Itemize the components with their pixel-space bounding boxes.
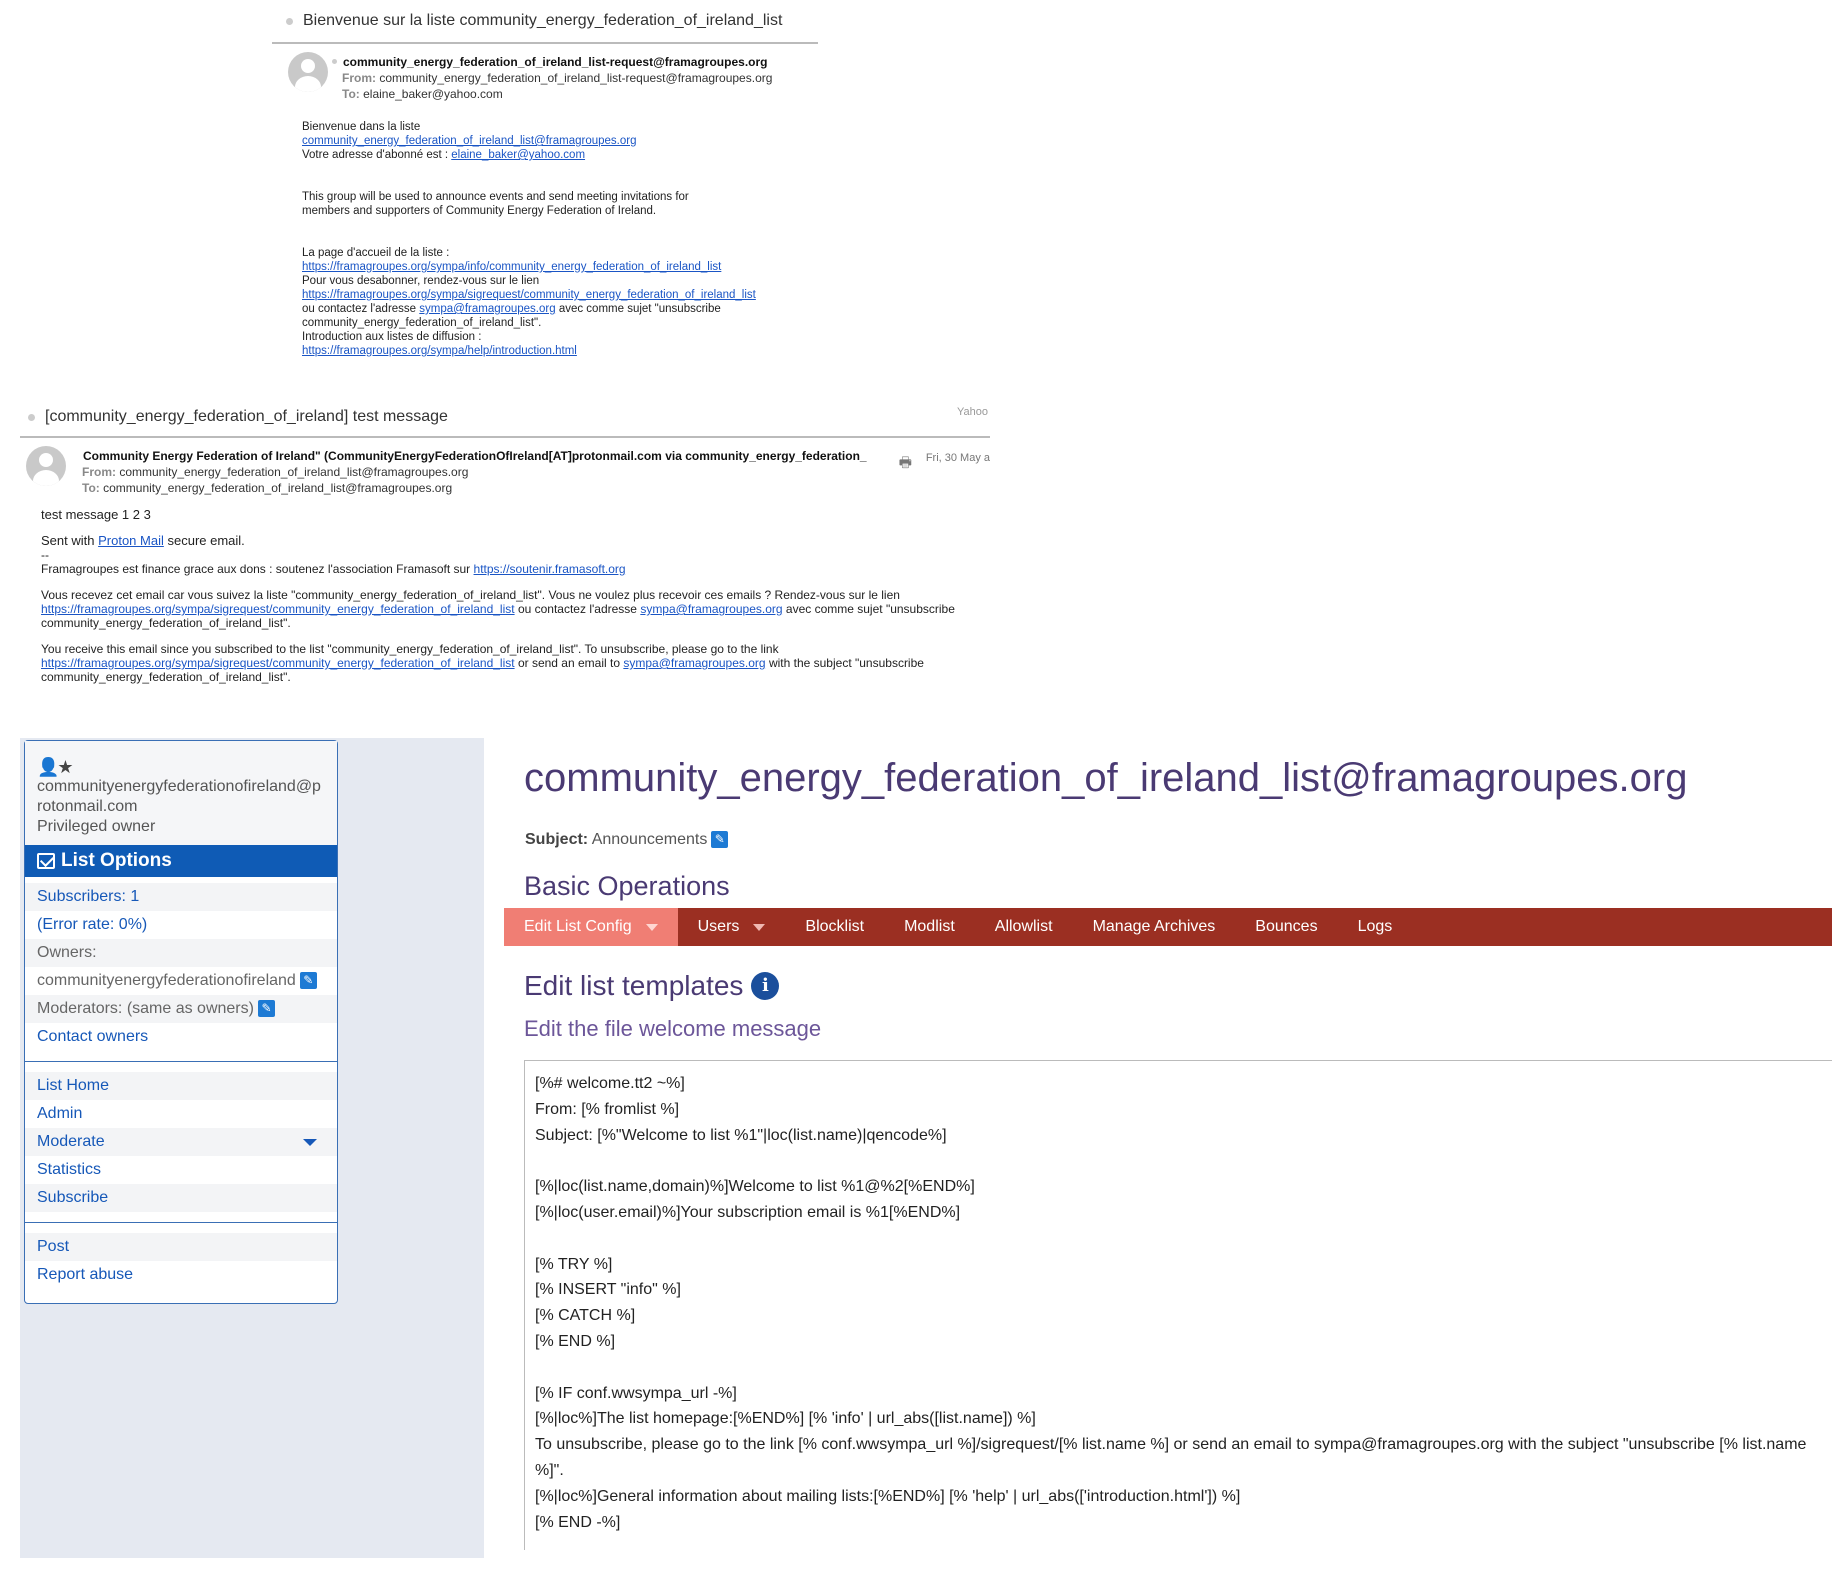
email-subject (20, 398, 990, 438)
footer-en-line: You receive this email since you subscribed to the list "community_energy_federation_of_ireland_list". To unsubscribe, please go to the link (41, 642, 779, 656)
template-line: To unsubscribe, please go to the link [% conf.wwsympa_url %]/sigrequest/[% list.name %] or send an email to sympa@framagroupes.org with the subject "unsubscribe [% list.name %]". (535, 1436, 1811, 1479)
email-header (272, 44, 818, 106)
list-options-header (25, 845, 337, 877)
user-role: Privileged owner (37, 818, 156, 835)
basic-operations-heading: Basic Operations (524, 871, 730, 901)
templates-heading (504, 970, 1832, 1002)
list-title: community_energy_federation_of_ireland_list@framagroupes.org (524, 756, 1688, 800)
template-line: [% END -%] (535, 1513, 621, 1531)
template-line (535, 1148, 1822, 1174)
subject-value: Announcements (591, 831, 708, 848)
sub-address-link[interactable]: elaine_baker@yahoo.com (451, 149, 586, 161)
edit-owners-icon[interactable]: ✎ (300, 972, 317, 989)
nav-admin[interactable]: Admin (37, 1105, 83, 1122)
description-line: members and supporters of Community Energy Federation of Ireland. (302, 205, 657, 217)
menu-label: Users (697, 918, 740, 935)
email-to (82, 480, 990, 496)
body-line: test message 1 2 3 (41, 507, 151, 522)
list-nav-secondary (25, 1233, 337, 1289)
edit-subject-icon[interactable]: ✎ (711, 831, 728, 848)
menu-blocklist[interactable]: Blocklist (805, 918, 865, 935)
template-line: [%|loc(user.email)%]Your subscription email is %1[%END%] (535, 1203, 961, 1221)
sent-prefix: Sent with (41, 533, 95, 548)
avatar-icon (26, 446, 66, 486)
fr-end: avec comme sujet "unsubscribe (785, 602, 955, 616)
template-line (535, 1355, 1822, 1381)
template-line: [%# welcome.tt2 ~%] (535, 1075, 685, 1092)
user-panel (25, 741, 337, 845)
intro-link[interactable]: https://framagroupes.org/sympa/help/introduction.html (302, 345, 577, 357)
email-sender: Community Energy Federation of Ireland" (CommunityEnergyFederationOfIreland[AT]protonmail.com via community_energy_federation_ (82, 448, 902, 464)
chevron-down-icon (753, 924, 765, 931)
footer-fr-line: community_energy_federation_of_ireland_list". (41, 616, 291, 630)
email-header (20, 438, 990, 500)
finance-text: Framagroupes est finance grace aux dons : soutenez l'association Framasoft sur (41, 562, 471, 576)
to-label: To: (82, 481, 100, 495)
to-label: To: (342, 87, 360, 101)
en-unsub-link[interactable]: https://framagroupes.org/sympa/sigrequest/community_energy_federation_of_ireland_list (41, 656, 515, 670)
email-subject-text: Bienvenue sur la liste community_energy_federation_of_ireland_list (303, 12, 783, 29)
bullet-icon (28, 414, 35, 421)
moderators-text: Moderators: (same as owners) (37, 1000, 254, 1017)
unsub-label: Pour vous desabonner, rendez-vous sur le lien (302, 275, 540, 287)
from-value: community_energy_federation_of_ireland_list-request@framagroupes.org (379, 71, 773, 85)
subscribers-link[interactable]: Subscribers: 1 (25, 883, 337, 911)
subject-label: Subject: (525, 831, 589, 848)
template-line: [% CATCH %] (535, 1307, 636, 1325)
list-options-label: List Options (61, 850, 172, 871)
en-mid: or send an email to (517, 656, 620, 670)
printer-icon[interactable]: 🖶 (898, 454, 912, 470)
proton-link[interactable]: Proton Mail (98, 533, 164, 548)
admin-menubar (504, 908, 1832, 946)
sub-address-label: Votre adresse d'abonné est : (302, 149, 449, 161)
nav-statistics[interactable]: Statistics (37, 1161, 102, 1178)
moderators (25, 995, 337, 1023)
en-end: with the subject "unsubscribe (768, 656, 924, 670)
template-line: [% IF conf.wwsympa_url -%] (535, 1384, 737, 1402)
email-source: Yahoo (957, 406, 988, 418)
privileged-user-icon: 👤★ (37, 757, 72, 777)
signature-separator: -- (41, 548, 49, 562)
email-body (272, 106, 818, 358)
from-label: From: (342, 71, 376, 85)
unsub-link[interactable]: https://framagroupes.org/sympa/sigrequest/community_energy_federation_of_ireland_list (302, 289, 756, 301)
contact-list: community_energy_federation_of_ireland_list". (302, 317, 542, 329)
edit-moderators-icon[interactable]: ✎ (258, 1000, 275, 1017)
chevron-down-icon[interactable] (303, 1139, 317, 1146)
fr-unsub-link[interactable]: https://framagroupes.org/sympa/sigrequest/community_energy_federation_of_ireland_list (41, 602, 515, 616)
template-line: Subject: [%"Welcome to list %1"|loc(list.name)|qencode%] (535, 1126, 947, 1144)
nav-list-home[interactable]: List Home (25, 1072, 337, 1100)
list-info (25, 883, 337, 1051)
email-sender: community_energy_federation_of_ireland_list-request@framagroupes.org (342, 54, 818, 70)
menu-manage-archives[interactable]: Manage Archives (1092, 918, 1216, 935)
contact-owners-link[interactable]: Contact owners (37, 1028, 149, 1045)
welcome-email (272, 0, 818, 358)
nav-moderate-label: Moderate (37, 1133, 105, 1150)
envelope-icon (37, 853, 55, 869)
file-heading: Edit the file welcome message (524, 1016, 822, 1041)
email-body (20, 500, 990, 684)
template-line: From: [% fromlist %] (535, 1100, 680, 1118)
template-line: [%|loc%]General information about mailing lists:[%END%] [% 'help' | url_abs(['introduction.html']) %] (535, 1487, 1241, 1505)
email-date: Fri, 30 May a (925, 452, 990, 464)
error-rate-link[interactable]: (Error rate: 0%) (37, 916, 148, 933)
template-line: [% INSERT "info" %] (535, 1281, 681, 1299)
avatar-icon (288, 52, 328, 92)
fr-email-link[interactable]: sympa@framagroupes.org (640, 602, 783, 616)
user-email: communityenergyfederationofireland@protonmail.com (37, 778, 321, 815)
email-from (82, 464, 990, 480)
template-editor[interactable] (524, 1060, 1832, 1550)
welcome-line: Bienvenue dans la liste (302, 121, 421, 133)
test-email (20, 398, 990, 684)
fr-mid: ou contactez l'adresse (517, 602, 637, 616)
from-label: From: (82, 465, 116, 479)
email-subject-text: [community_energy_federation_of_ireland] test message (45, 408, 448, 425)
contact-email-link[interactable]: sympa@framagroupes.org (419, 303, 556, 315)
template-line (535, 1226, 1822, 1252)
list-subject (504, 831, 1832, 849)
nav-post[interactable]: Post (25, 1233, 337, 1261)
email-subject (272, 0, 818, 44)
template-line: [% TRY %] (535, 1255, 613, 1273)
footer-en-line: community_energy_federation_of_ireland_list". (41, 670, 291, 684)
menu-allowlist[interactable]: Allowlist (994, 918, 1053, 935)
template-line: [%|loc%]The list homepage:[%END%] [% 'info' | url_abs([list.name]) %] (535, 1410, 1036, 1428)
info-icon[interactable]: i (751, 972, 779, 1000)
owners-label: Owners: (25, 939, 337, 967)
menu-modlist[interactable]: Modlist (904, 918, 955, 935)
main-content (504, 740, 1832, 1550)
chevron-down-icon (646, 924, 658, 931)
nav-report-abuse[interactable]: Report abuse (37, 1266, 134, 1283)
home-link[interactable]: https://framagroupes.org/sympa/info/community_energy_federation_of_ireland_list (302, 261, 722, 273)
en-email-link[interactable]: sympa@framagroupes.org (623, 656, 766, 670)
to-value: community_energy_federation_of_ireland_list@framagroupes.org (103, 481, 453, 495)
sent-suffix: secure email. (167, 533, 245, 548)
intro-label: Introduction aux listes de diffusion : (302, 331, 482, 343)
footer-fr-line: Vous recevez cet email car vous suivez la liste "community_energy_federation_of_ireland_list". Vous ne voulez plus recevoir ces emails ? Rendez-vous sur le lien (41, 588, 900, 602)
list-address-link[interactable]: community_energy_federation_of_ireland_list@framagroupes.org (302, 135, 637, 147)
to-value: elaine_baker@yahoo.com (363, 87, 503, 101)
finance-link[interactable]: https://soutenir.framasoft.org (473, 562, 626, 576)
sidebar (24, 740, 338, 1304)
contact-prefix: ou contactez l'adresse (302, 303, 417, 315)
owners-name: communityenergyfederationofireland (37, 972, 296, 989)
contact-suffix: avec comme sujet "unsubscribe (558, 303, 721, 315)
home-label: La page d'accueil de la liste : (302, 247, 450, 259)
nav-subscribe[interactable]: Subscribe (25, 1184, 337, 1212)
list-nav (25, 1072, 337, 1212)
divider (25, 1222, 337, 1223)
nav-moderate[interactable] (25, 1128, 337, 1156)
menu-logs[interactable]: Logs (1357, 918, 1393, 935)
menu-label: Edit List Config (524, 918, 632, 935)
menu-edit-list-config[interactable] (504, 908, 678, 946)
email-from (342, 70, 818, 86)
from-value: community_energy_federation_of_ireland_list@framagroupes.org (119, 465, 469, 479)
owners-value (25, 967, 337, 995)
divider (25, 1061, 337, 1062)
menu-users[interactable] (678, 908, 786, 946)
email-to (342, 86, 818, 102)
templates-title: Edit list templates (524, 970, 744, 1001)
description-line: This group will be used to announce events and send meeting invitations for (302, 191, 689, 203)
bullet-icon (286, 18, 293, 25)
menu-bounces[interactable]: Bounces (1255, 918, 1318, 935)
template-line: [%|loc(list.name,domain)%]Welcome to list %1@%2[%END%] (535, 1178, 975, 1196)
template-line: [% END %] (535, 1332, 616, 1350)
